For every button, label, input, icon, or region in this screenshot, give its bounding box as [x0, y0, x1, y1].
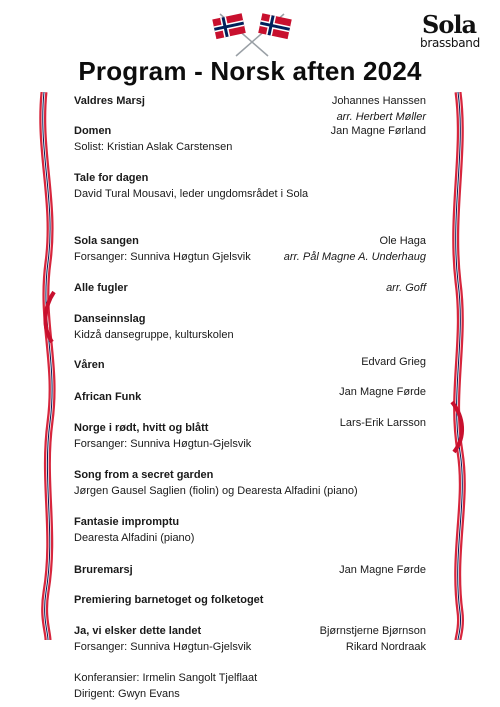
item-subtitle: Solist: Kristian Aslak Carstensen: [74, 141, 233, 153]
item-composer: Johannes Hanssen: [331, 95, 426, 107]
item-subtitle: Dearesta Alfadini (piano): [74, 532, 195, 544]
item-title: Alle fugler: [74, 282, 128, 294]
item-title: Fantasie impromptu: [74, 516, 180, 528]
item-subtitle: Forsanger: Sunniva Høgtun Gjelsvik: [74, 251, 251, 263]
program-item: [74, 562, 426, 578]
program-item: [74, 623, 426, 655]
program-item: [74, 280, 426, 296]
item-title: Song from a secret garden: [74, 469, 214, 481]
item-subtitle: David Tural Mousavi, leder ungdomsrådet i Sola: [74, 188, 309, 200]
sola-brassband-logo: [418, 10, 482, 52]
logo-text-top: Sola: [422, 10, 477, 39]
left-ribbon-decoration: [36, 92, 62, 640]
item-composer: Edvard Grieg: [361, 356, 426, 368]
item-composer: Jan Magne Førland: [330, 125, 426, 137]
footer-credits: [74, 670, 257, 702]
program-item: [74, 170, 426, 202]
item-title: Sola sangen: [74, 235, 139, 247]
item-composer: Ole Haga: [379, 235, 426, 247]
item-title: Danseinnslag: [74, 313, 146, 325]
item-arranger: arr. Goff: [386, 282, 426, 294]
item-arranger: arr. Herbert Møller: [336, 111, 426, 123]
logo-text-bottom: brassband: [420, 36, 480, 50]
item-subtitle: Forsanger: Sunniva Høgtun-Gjelsvik: [74, 641, 252, 653]
right-ribbon-decoration: [446, 92, 472, 640]
item-arranger: arr. Pål Magne A. Underhaug: [283, 251, 426, 263]
crossed-flags-icon: [212, 8, 292, 58]
program-item: [74, 233, 426, 265]
item-title: Ja, vi elsker dette landet: [74, 625, 202, 637]
program-item: [74, 93, 426, 123]
item-composer-2: Rikard Nordraak: [345, 641, 426, 653]
item-subtitle: Kidzå dansegruppe, kulturskolen: [74, 329, 234, 341]
program-item: [74, 467, 426, 499]
program-item: [74, 514, 426, 546]
item-title: Våren: [74, 359, 105, 371]
item-title: Bruremarsj: [74, 564, 133, 576]
item-subtitle: Forsanger: Sunniva Høgtun-Gjelsvik: [74, 438, 252, 450]
item-title: Norge i rødt, hvitt og blått: [74, 422, 209, 434]
item-composer: Lars-Erik Larsson: [339, 417, 426, 429]
item-composer: Jan Magne Førde: [339, 564, 426, 576]
program-item: [74, 357, 426, 373]
program-item: [74, 123, 426, 155]
program-item: [74, 417, 426, 452]
item-title: African Funk: [74, 391, 142, 403]
item-title: Premiering barnetoget og folketoget: [74, 594, 264, 606]
item-composer: Jan Magne Førde: [339, 386, 426, 398]
item-subtitle: Jørgen Gausel Saglien (fiolin) og Dearesta Alfadini (piano): [74, 485, 358, 497]
page-title: Program - Norsk aften 2024: [78, 56, 422, 86]
konferansier-text: Konferansier: Irmelin Sangolt Tjelflaat: [74, 672, 258, 684]
item-title: Tale for dagen: [74, 172, 149, 184]
item-composer: Bjørnstjerne Bjørnson: [319, 625, 426, 637]
program-item: [74, 311, 426, 343]
item-title: Valdres Marsj: [74, 95, 145, 107]
dirigent-text: Dirigent: Gwyn Evans: [74, 688, 180, 700]
program-item: [74, 386, 426, 405]
program-item: [74, 592, 426, 608]
item-title: Domen: [74, 125, 112, 137]
